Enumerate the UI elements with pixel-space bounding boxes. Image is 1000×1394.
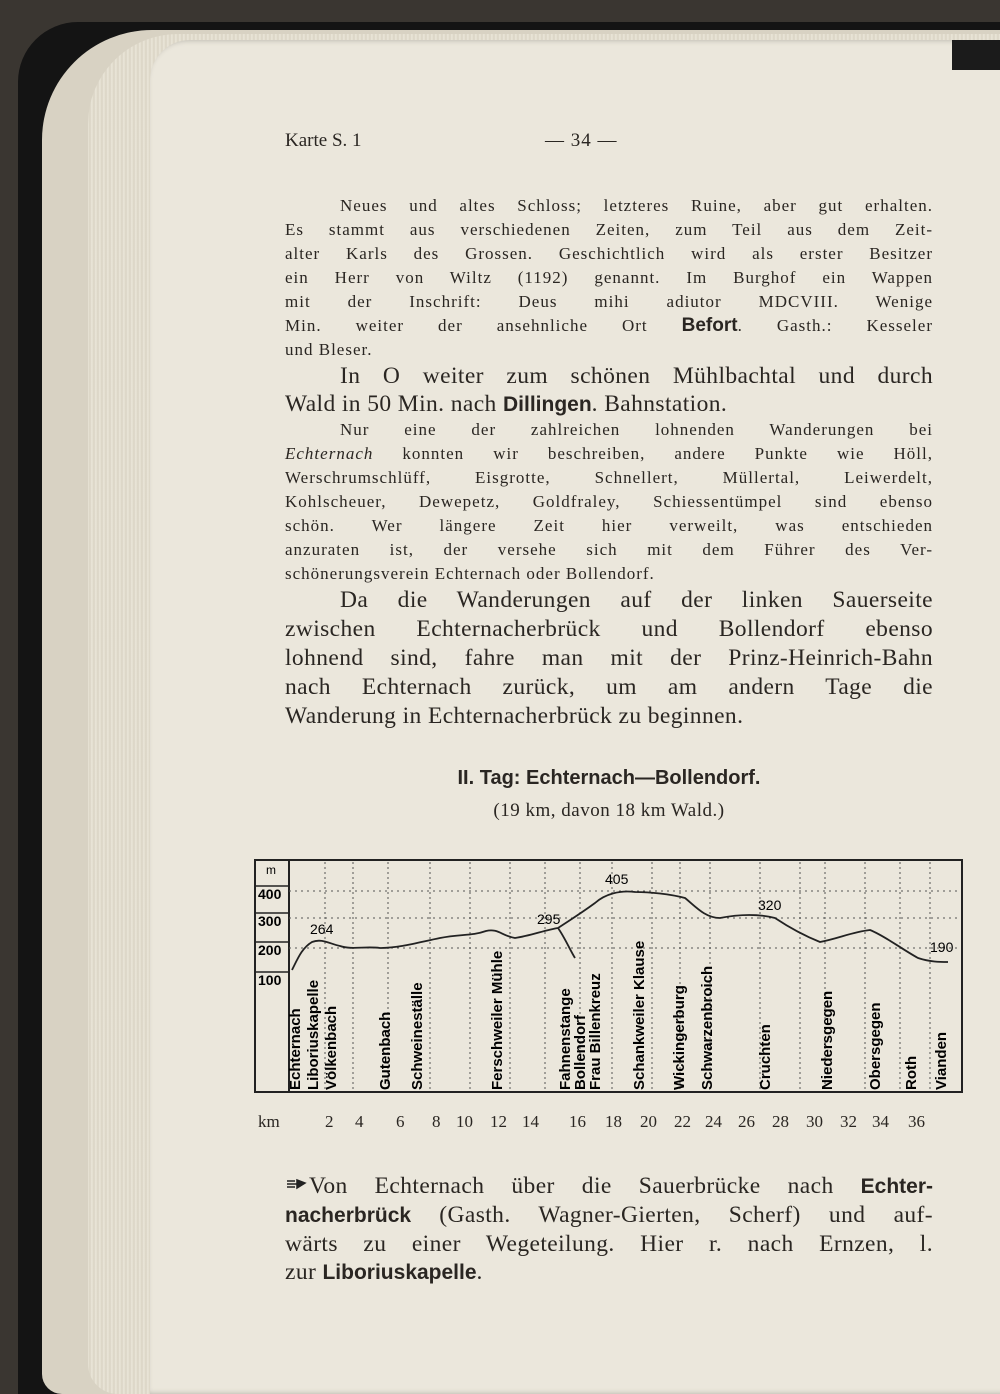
text-line: ein Herr von Wiltz (1192) genannt. Im Burghof ein Wappen [285,268,933,287]
y-tick-label: 300 [258,913,282,929]
text-line: Kohlscheuer, Dewepetz, Goldfraley, Schiessentümpel sind ebenso [285,492,933,511]
place-dillingen: Dillingen [502,393,592,416]
km-tick-label: 36 [908,1112,925,1131]
km-tick-label: 32 [840,1112,857,1131]
place-label: Echternach [287,1008,304,1090]
km-tick-label: 14 [522,1112,539,1131]
paragraph-left-bank [285,586,933,731]
km-tick-label: 20 [640,1112,657,1131]
text-line: Wanderung in Echternacherbrück zu beginnen. [285,703,744,729]
text-line: mit der Inschrift: Deus mihi adiutor MDCVIII. Wenige [285,292,933,311]
place-label: Schankweiler Klause [631,940,648,1090]
text-line: Min. weiter der ansehnliche Ort Befort. Gasth.: Kesseler [285,315,933,336]
text-line: Von Echternach über die Sauerbrücke nach Echter- [285,1172,933,1201]
text-line: Nur eine der zahlreichen lohnenden Wanderungen bei [340,420,933,439]
elevation-profile [240,858,970,1098]
text-line: Wald in 50 Min. nach Dillingen. Bahnstation. [285,391,728,417]
km-tick-label: 26 [738,1112,755,1131]
text-line: und Bleser. [285,340,373,359]
place-echternach: Echternach [285,444,374,463]
place-label: Schweineställe [409,982,426,1090]
km-tick-label: 8 [432,1112,441,1131]
page-header [285,130,940,160]
paragraph-castle [285,194,933,362]
place-label: Obersgegen [867,1002,884,1090]
place-label: Niedersgegen [819,990,836,1090]
elevation-label: 320 [758,897,782,913]
elevation-label: 405 [605,871,629,887]
place-befort: Befort [681,315,738,336]
section-title: II. Tag: Echternach—Bollendorf. [457,767,761,789]
km-tick-label: 24 [705,1112,722,1131]
place-label: Vianden [933,1031,950,1090]
place-label: Fahnenstange [557,988,574,1090]
text-line: schön. Wer längere Zeit hier verweilt, was entschieden [285,516,933,535]
text-line: zwischen Echternacherbrück und Bollendorf ebenso [285,616,933,642]
map-reference: Karte S. 1 [285,130,362,151]
text-line: schönerungsverein Echternach oder Bollendorf. [285,564,655,583]
km-label: km [258,1112,280,1131]
page-number: — 34 — [545,130,618,151]
elevation-label: 190 [930,939,954,955]
text-line: anzuraten ist, der versehe sich mit dem Führer des Ver- [285,540,933,559]
unit-label: m [266,863,276,877]
km-tick-label: 18 [605,1112,622,1131]
place-liboriuskapelle: Liboriuskapelle [322,1261,477,1284]
elevation-label: 295 [537,911,561,927]
elevation-label: 264 [310,921,334,937]
text-line: Da die Wanderungen auf der linken Sauerseite [340,587,933,613]
km-tick-label: 4 [355,1112,364,1131]
km-tick-label: 30 [806,1112,823,1131]
km-tick-label: 16 [569,1112,586,1131]
place-echternacherbrueck: Echter- [860,1175,933,1198]
y-tick-label: 400 [258,886,282,902]
text-line: zur Liboriuskapelle. [285,1259,483,1285]
place-label: Liboriuskapelle [305,979,322,1090]
place-label: Schwarzenbroich [699,965,716,1090]
place-label: Cruchten [757,1024,774,1090]
km-tick-label: 34 [872,1112,889,1131]
km-tick-label: 28 [772,1112,789,1131]
text-line: Echternach konnten wir beschreiben, andere Punkte wie Höll, [285,444,933,463]
km-tick-label: 6 [396,1112,405,1131]
y-tick-label: 100 [258,972,282,988]
text-line: Neues und altes Schloss; letzteres Ruine, aber gut erhalten. [340,196,933,215]
y-ticks [255,886,289,988]
text-line: Es stammt aus verschiedenen Zeiten, zum Teil aus dem Zeit- [285,220,933,239]
text-line: lohnend sind, fahre man mit der Prinz-Heinrich-Bahn [285,645,933,671]
paragraph-other-walks [285,418,933,586]
km-tick-label: 2 [325,1112,334,1131]
place-label: Ferschweiler Mühle [489,950,506,1090]
place-label: Wickingerburg [671,985,688,1090]
paragraph-dillingen [285,362,933,419]
y-tick-label: 200 [258,942,282,958]
text-line: Werschrumschlüff, Eisgrotte, Schnellert, Müllertal, Leiwerdelt, [285,468,933,487]
cover-corner [952,40,1000,70]
text-line: alter Karls des Grossen. Geschichtlich wird als erster Besitzer [285,244,933,263]
place-labels [287,941,950,1090]
km-tick-label: 12 [490,1112,507,1131]
section-subtitle: (19 km, davon 18 km Wald.) [493,800,725,821]
place-label: Frau Billenkreuz [587,973,604,1090]
hand-pointer-icon [285,1172,307,1188]
paragraph-echternacherbrueck [285,1172,933,1287]
place-label: Gutenbach [377,1011,394,1090]
route-line-branch [558,928,575,958]
text-line: nacherbrück (Gasth. Wagner-Gierten, Scherf) und auf- [285,1202,933,1228]
text-line: nach Echternach zurück, um am andern Tage die [285,674,933,700]
km-axis [200,1112,960,1138]
place-label: Völkenbach [323,1005,340,1090]
place-label: Bollendorf [572,1015,589,1090]
text-line: wärts zu einer Wegeteilung. Hier r. nach Ernzen, l. [285,1231,933,1257]
km-tick-label: 10 [456,1112,473,1131]
km-tick-label: 22 [674,1112,691,1131]
route-line [292,891,948,970]
text-line: In O weiter zum schönen Mühlbachtal und durch [340,363,933,389]
place-label: Roth [903,1055,920,1090]
